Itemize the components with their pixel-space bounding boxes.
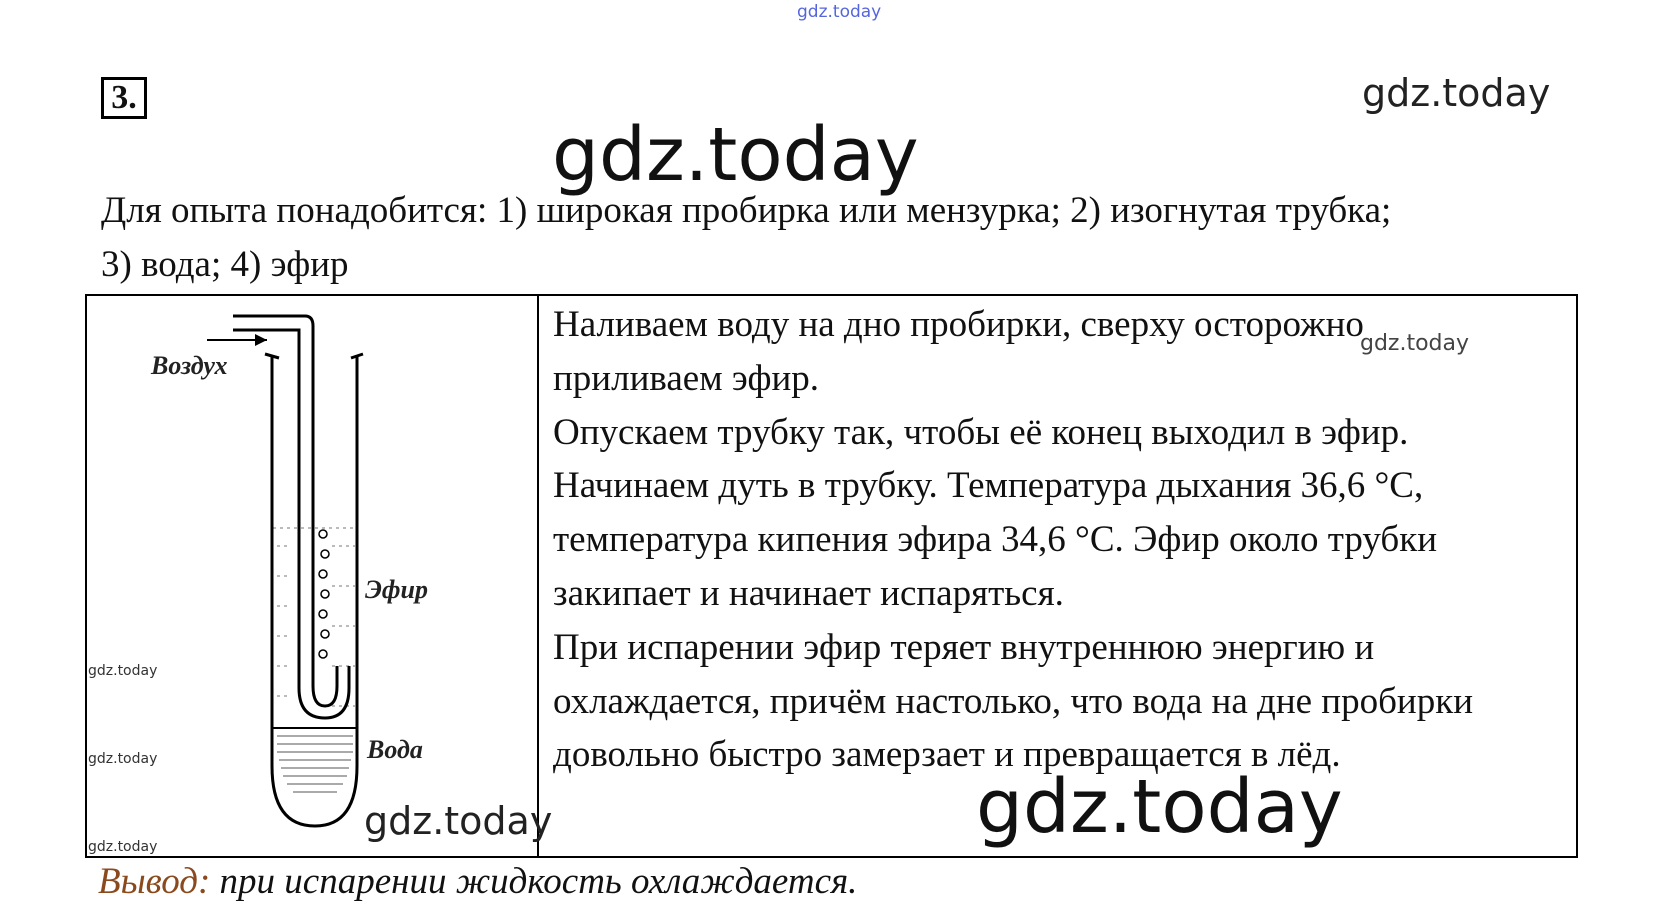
description-line: температура кипения эфира 34,6 °С. Эфир около трубки <box>553 519 1438 561</box>
label-ether: Эфир <box>365 575 428 604</box>
watermark-large-1: gdz.today <box>552 112 919 198</box>
intro-line-2: 3) вода; 4) эфир <box>101 244 349 285</box>
watermark-middle: gdz.today <box>364 799 553 843</box>
description-line: Начинаем дуть в трубку. Температура дыхания 36,6 °С, <box>553 465 1424 507</box>
description-line: приливаем эфир. <box>553 357 820 399</box>
description-line: При испарении эфир теряет внутреннюю энергию и <box>553 626 1375 668</box>
task-intro <box>101 184 1541 292</box>
conclusion-label: Вывод: <box>98 861 211 902</box>
watermark-small-right: gdz.today <box>1360 331 1470 356</box>
conclusion <box>98 860 857 904</box>
conclusion-text: при испарении жидкость охлаждается. <box>219 861 858 902</box>
test-tube-figure <box>87 296 537 856</box>
experiment-table <box>85 294 1578 858</box>
watermark-side-1: gdz.today <box>88 663 158 679</box>
description-line: Наливаем воду на дно пробирки, сверху осторожно <box>553 304 1364 345</box>
description-line: закипает и начинает испаряться. <box>553 572 1064 614</box>
description-line: довольно быстро замерзает и превращается в лёд. <box>553 734 1341 776</box>
task-number: 3. <box>101 77 147 119</box>
label-air: Воздух <box>151 351 228 380</box>
water-hatching <box>277 736 353 792</box>
watermark-side-2: gdz.today <box>88 751 158 767</box>
test-tube-diagram <box>87 296 537 856</box>
watermark-large-2: gdz.today <box>976 764 1343 850</box>
ether-bubbles <box>319 530 329 658</box>
watermark-top-right: gdz.today <box>1362 71 1551 115</box>
watermark-top: gdz.today <box>797 2 882 22</box>
label-water: Вода <box>367 735 423 764</box>
table-divider <box>537 296 539 856</box>
intro-line-1: Для опыта понадобится: 1) широкая пробирка или мензурка; 2) изогнутая трубка; <box>101 190 1392 231</box>
description-line: охлаждается, причём настолько, что вода на дне пробирки <box>553 680 1473 722</box>
watermark-side-3: gdz.today <box>88 839 158 855</box>
experiment-description <box>553 298 1563 782</box>
description-line: Опускаем трубку так, чтобы её конец выходил в эфир. <box>553 411 1409 453</box>
ether-region <box>273 528 357 706</box>
bent-tube <box>233 316 337 706</box>
